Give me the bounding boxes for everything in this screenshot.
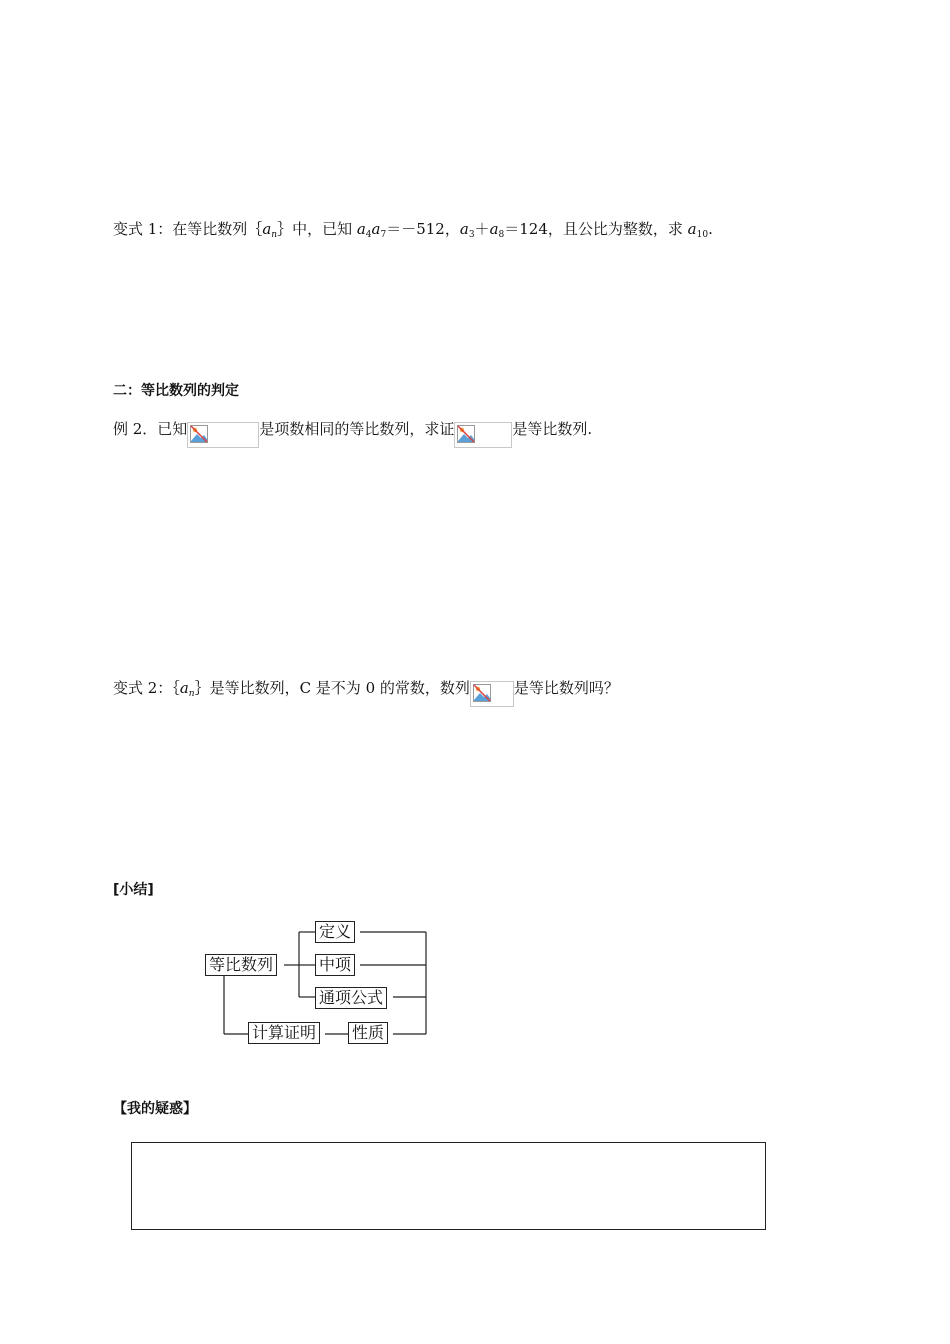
- section2-heading: 二：等比数列的判定: [113, 383, 239, 399]
- diagram-calc-proof-node: 计算证明: [248, 1022, 320, 1044]
- broken-image-icon: [187, 422, 259, 448]
- variant2-problem: 变式 2：$\{a_n\}$是等比数列，C 是不为 0 的常数，数列 是等比数列吗？: [113, 678, 619, 707]
- diagram-root-node: 等比数列: [205, 954, 277, 976]
- broken-image-icon: [470, 681, 514, 707]
- diagram-properties-node: 性质: [348, 1022, 388, 1044]
- example2-problem: 例 2．已知 是项数相同的等比数列，求证 是等比数列.: [113, 419, 592, 448]
- variant1-problem: 变式 1：在等比数列$\{a_n\}$中，已知 $a_4a_7=-512$，$a_3+a_8=124$，且公比为整数，求 $a_{10}$.: [113, 220, 713, 240]
- broken-image-icon: [454, 422, 512, 448]
- summary-diagram: [200, 915, 430, 1050]
- summary-heading: [小结]: [113, 882, 154, 898]
- doubts-heading: 【我的疑惑】: [113, 1101, 197, 1117]
- diagram-middle-term-node: 中项: [315, 954, 355, 976]
- doubts-answer-box[interactable]: [131, 1142, 766, 1230]
- diagram-definition-node: 定义: [315, 921, 355, 943]
- diagram-general-formula-node: 通项公式: [315, 987, 387, 1009]
